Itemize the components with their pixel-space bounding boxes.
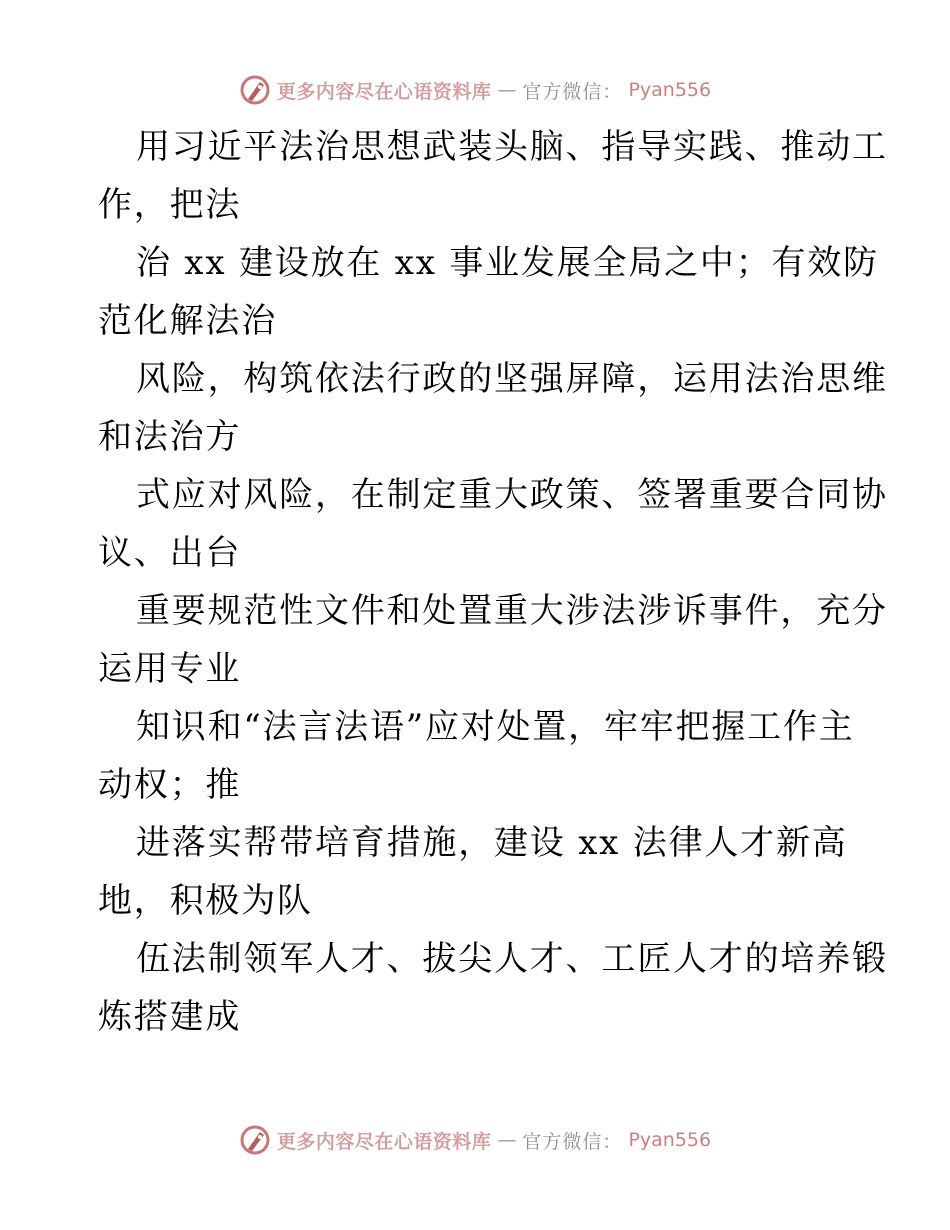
paragraph-8 <box>98 930 888 1046</box>
paragraph-5 <box>98 582 888 698</box>
paragraph-line: 和法治方 <box>98 417 242 457</box>
watermark-brand-text: 更多内容尽在心语资料库 <box>276 1130 492 1153</box>
paragraph-line: 治 xx 建设放在 xx 事业发展全局之中；有效防 <box>136 243 879 283</box>
watermark-separator: — <box>497 1129 517 1151</box>
watermark-official-label: 官方微信： <box>522 80 623 103</box>
paragraph-line: 进落实帮带培育措施，建设 xx 法律人才新高 <box>136 823 848 863</box>
paragraph-line: 议、出台 <box>98 533 242 573</box>
paragraph-2 <box>98 234 879 350</box>
paragraph-line: 伍法制领军人才、拔尖人才、工匠人才的培养锻 <box>136 939 888 979</box>
watermark-separator: — <box>497 79 517 101</box>
paragraph-line: 知识和“法言法语”应对处置，牢牢把握工作主 <box>136 707 855 747</box>
paragraph-6 <box>98 698 858 814</box>
watermark-brand-text: 更多内容尽在心语资料库 <box>276 80 492 103</box>
paragraph-line: 炼搭建成 <box>98 997 242 1037</box>
header-watermark <box>0 70 950 110</box>
watermark-account: Pyan556 <box>628 1129 712 1151</box>
paragraph-line: 动权；推 <box>98 765 242 805</box>
paragraph-line: 式应对风险，在制定重大政策、签署重要合同协 <box>136 475 888 515</box>
paragraph-3 <box>98 350 888 466</box>
watermark-account: Pyan556 <box>628 79 712 101</box>
watermark-official-label: 官方微信： <box>522 1130 623 1153</box>
paragraph-1 <box>98 118 888 234</box>
paragraph-7 <box>98 814 858 930</box>
paragraph-line: 风险，构筑依法行政的坚强屏障，运用法治思维 <box>136 359 888 399</box>
paragraph-line: 作，把法 <box>98 185 242 225</box>
paragraph-line: 运用专业 <box>98 649 242 689</box>
paragraph-line: 地，积极为队 <box>98 881 313 921</box>
paragraph-line: 用习近平法治思想武装头脑、指导实践、推动工 <box>136 127 888 167</box>
paragraph-4 <box>98 466 888 582</box>
paragraph-line: 重要规范性文件和处置重大涉法涉诉事件，充分 <box>136 591 888 631</box>
document-body <box>98 118 888 1046</box>
paragraph-line: 范化解法治 <box>98 301 277 341</box>
footer-watermark <box>0 1120 950 1160</box>
pen-nib-circle-icon <box>239 1124 271 1156</box>
pen-nib-circle-icon <box>239 74 271 106</box>
